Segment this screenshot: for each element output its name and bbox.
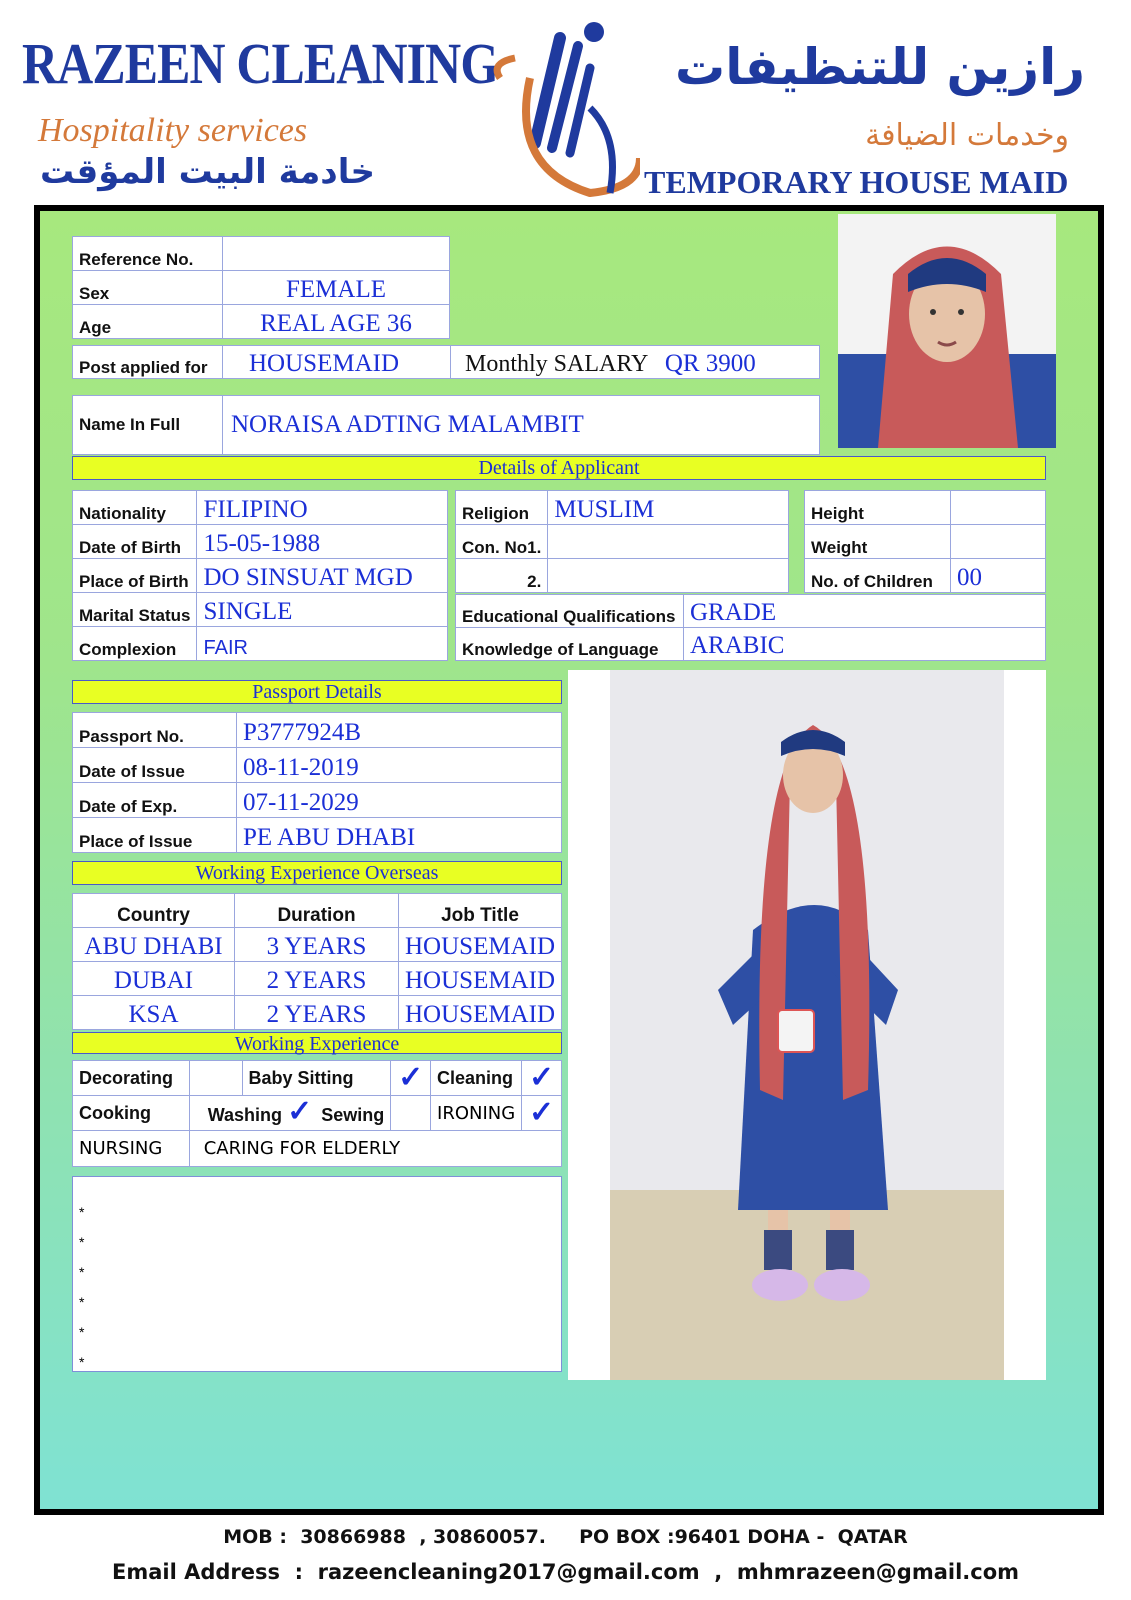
overseas-title-bar: Working Experience Overseas [72, 861, 562, 885]
skill-washing: Washing [207, 1105, 283, 1125]
skill-ironing: IRONING [431, 1096, 522, 1131]
sex-label: Sex [73, 271, 223, 305]
name-table [72, 395, 820, 455]
overseas-header-job: Job Title [399, 894, 562, 928]
nationality-label: Nationality [73, 491, 197, 525]
skill-decorating-check [189, 1061, 242, 1096]
overseas-table [72, 893, 562, 1030]
details-right-table [804, 490, 1046, 593]
salary-label: Monthly SALARY [465, 351, 649, 377]
reference-label: Reference No. [73, 237, 223, 271]
passport-exp-label: Date of Exp. [73, 783, 237, 818]
overseas-job: HOUSEMAID [399, 996, 562, 1030]
salary-value: QR 3900 [664, 350, 756, 377]
brand-arabic-subtitle: خادمة البيت المؤقت [40, 152, 376, 192]
skill-baby-sitting: Baby Sitting [242, 1061, 391, 1096]
footer-contact-line: MOB : 30866988 , 30860057. PO BOX :96401 DOHA - QATAR [223, 1526, 908, 1548]
name-label: Name In Full [73, 396, 223, 455]
post-salary-table [72, 345, 820, 379]
note-bullet: * [79, 1324, 85, 1340]
contact2-value [548, 559, 789, 593]
sewing-check [391, 1096, 431, 1131]
overseas-header-duration: Duration [235, 894, 399, 928]
pob-label: Place of Birth [73, 559, 197, 593]
overseas-duration: 2 YEARS [235, 996, 399, 1030]
footer-email-line: Email Address : razeencleaning2017@gmail.com , mhmrazeen@gmail.com [111, 1560, 1020, 1584]
passport-number-value: P3777924B [237, 713, 562, 748]
education-language-table [455, 594, 1046, 661]
overseas-job: HOUSEMAID [399, 962, 562, 996]
skill-sewing: Sewing [321, 1105, 385, 1125]
passport-issue-value: 08-11-2019 [237, 748, 562, 783]
passport-exp-value: 07-11-2029 [237, 783, 562, 818]
table-row [73, 962, 562, 996]
overseas-country: ABU DHABI [73, 928, 235, 962]
table-row [73, 996, 562, 1030]
complexion-value: FAIR [197, 627, 448, 661]
contact2-label: 2. [456, 559, 548, 593]
applicant-full-body-photo [568, 670, 1046, 1380]
language-label: Knowledge of Language [456, 628, 684, 661]
dob-value: 15-05-1988 [197, 525, 448, 559]
contact1-label: Con. No1. [456, 525, 548, 559]
height-label: Height [805, 491, 951, 525]
complexion-label: Complexion [73, 627, 197, 661]
ironing-check-icon: ✓ [522, 1096, 562, 1131]
experience-title-bar: Working Experience [72, 1032, 562, 1054]
brand-name-arabic: رازين للتنظيفات [674, 38, 1085, 96]
washing-check-icon: ✓ [287, 1095, 313, 1128]
nationality-value: FILIPINO [197, 491, 448, 525]
skill-cooking: Cooking [73, 1096, 190, 1131]
note-bullet: * [79, 1294, 85, 1310]
age-label: Age [73, 305, 223, 339]
passport-number-label: Passport No. [73, 713, 237, 748]
children-label: No. of Children [805, 559, 951, 593]
overseas-header-country: Country [73, 894, 235, 928]
height-value [951, 491, 1046, 525]
table-row [73, 928, 562, 962]
brand-name-english: RAZEEN CLEANING [22, 31, 499, 96]
skill-caring-elderly: CARING FOR ELDERLY [189, 1131, 561, 1167]
weight-label: Weight [805, 525, 951, 559]
details-title-bar: Details of Applicant [72, 456, 1046, 480]
company-logo-icon [490, 18, 640, 203]
brand-subtitle: Hospitality services [38, 112, 308, 149]
sex-value: FEMALE [223, 271, 450, 305]
post-label: Post applied for [73, 346, 223, 379]
passport-place-label: Place of Issue [73, 818, 237, 853]
name-value: NORAISA ADTING MALAMBIT [223, 396, 820, 455]
skill-washing-sewing [189, 1096, 391, 1131]
passport-table [72, 712, 562, 853]
contact1-value [548, 525, 789, 559]
dob-label: Date of Birth [73, 525, 197, 559]
brand-service-title: TEMPORARY HOUSE MAID [644, 164, 1069, 200]
education-label: Educational Qualifications [456, 595, 684, 628]
details-left-table [72, 490, 448, 661]
education-value: GRADE [684, 595, 1046, 628]
overseas-duration: 3 YEARS [235, 928, 399, 962]
religion-label: Religion [456, 491, 548, 525]
age-value: REAL AGE 36 [223, 305, 450, 339]
passport-issue-label: Date of Issue [73, 748, 237, 783]
note-bullet: * [79, 1354, 85, 1370]
applicant-portrait-photo [838, 214, 1056, 448]
brand-arabic-tagline: وخدمات الضيافة [865, 118, 1069, 153]
overseas-country: KSA [73, 996, 235, 1030]
skill-cleaning: Cleaning [431, 1061, 522, 1096]
details-middle-table [455, 490, 789, 593]
salary-cell [451, 346, 820, 379]
reference-value [223, 237, 450, 271]
skill-decorating: Decorating [73, 1061, 190, 1096]
language-value: ARABIC [684, 628, 1046, 661]
marital-value: SINGLE [197, 593, 448, 627]
marital-label: Marital Status [73, 593, 197, 627]
passport-place-value: PE ABU DHABI [237, 818, 562, 853]
overseas-job: HOUSEMAID [399, 928, 562, 962]
notes-box [72, 1176, 562, 1372]
overseas-country: DUBAI [73, 962, 235, 996]
cleaning-check-icon: ✓ [522, 1061, 562, 1096]
note-bullet: * [79, 1234, 85, 1250]
post-value: HOUSEMAID [223, 346, 451, 379]
overseas-duration: 2 YEARS [235, 962, 399, 996]
note-bullet: * [79, 1204, 85, 1220]
baby-sitting-check-icon: ✓ [391, 1061, 431, 1096]
experience-table [72, 1060, 562, 1167]
children-value: 00 [951, 559, 1046, 593]
note-bullet: * [79, 1264, 85, 1280]
religion-value: MUSLIM [548, 491, 789, 525]
pob-value: DO SINSUAT MGD [197, 559, 448, 593]
basic-info-table [72, 236, 450, 339]
passport-title-bar: Passport Details [72, 680, 562, 704]
weight-value [951, 525, 1046, 559]
skill-nursing: NURSING [73, 1131, 190, 1167]
